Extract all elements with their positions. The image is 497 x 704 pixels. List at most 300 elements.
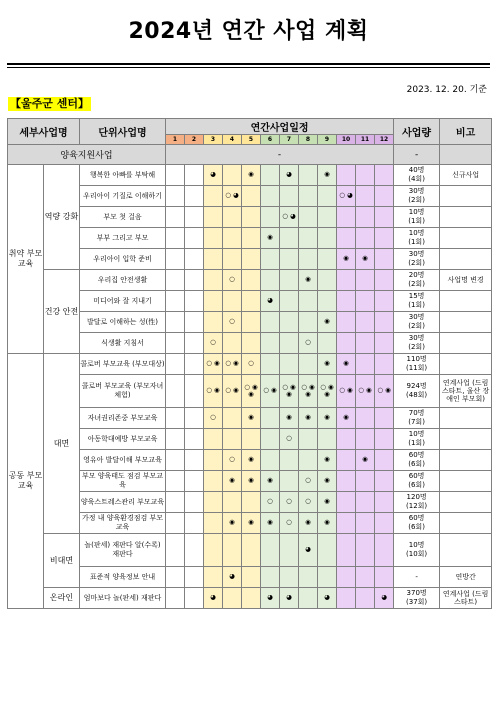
month-mark — [337, 333, 356, 354]
month-mark — [185, 249, 204, 270]
month-mark: ◕ — [299, 534, 318, 567]
month-mark — [242, 249, 261, 270]
month-mark: ◉ — [318, 312, 337, 333]
month-mark — [299, 450, 318, 471]
month-mark: ◕ — [261, 291, 280, 312]
month-mark — [204, 567, 223, 588]
month-mark — [280, 354, 299, 375]
volume-count: 40명 — [408, 166, 425, 174]
month-mark — [261, 534, 280, 567]
note-cell — [440, 333, 492, 354]
volume-times: (6회) — [408, 460, 425, 468]
month-mark: ◕ — [223, 567, 242, 588]
month-mark — [166, 249, 185, 270]
month-mark — [337, 165, 356, 186]
month-mark: ○ ◉ ◉ — [318, 375, 337, 408]
month-mark — [356, 492, 375, 513]
volume-cell — [394, 450, 440, 471]
month-mark: ◉ — [299, 270, 318, 291]
table-row — [8, 450, 492, 471]
month-mark: ◉ — [242, 450, 261, 471]
volume-cell — [394, 429, 440, 450]
note-cell — [440, 513, 492, 534]
month-mark: ○ ◉ — [204, 354, 223, 375]
month-mark: ○ ◉ — [204, 375, 223, 408]
month-mark — [223, 228, 242, 249]
month-mark — [280, 450, 299, 471]
month-mark — [261, 186, 280, 207]
note-cell — [440, 312, 492, 333]
volume-times: (4회) — [408, 175, 425, 183]
month-mark — [299, 186, 318, 207]
month-mark — [185, 291, 204, 312]
volume-cell — [394, 312, 440, 333]
month-mark — [261, 354, 280, 375]
month-mark — [280, 312, 299, 333]
month-mark — [299, 291, 318, 312]
note-cell — [440, 354, 492, 375]
volume-cell — [394, 249, 440, 270]
month-mark — [337, 492, 356, 513]
month-mark — [280, 291, 299, 312]
month-mark — [375, 270, 394, 291]
program-name: 콜로버 부모교육 (부모대상) — [80, 354, 166, 375]
month-mark — [166, 429, 185, 450]
month-mark: ○ — [223, 450, 242, 471]
month-mark — [375, 471, 394, 492]
month-mark — [261, 429, 280, 450]
table-row — [8, 354, 492, 375]
volume-times: (1회) — [408, 301, 425, 309]
table-row — [8, 429, 492, 450]
month-mark — [261, 408, 280, 429]
month-mark: ◉ — [242, 513, 261, 534]
table-row — [8, 249, 492, 270]
volume-count: 20명 — [408, 271, 425, 279]
month-mark — [318, 534, 337, 567]
month-header-1: 1 — [166, 135, 185, 145]
month-mark — [318, 270, 337, 291]
program-name: 우리집 안전생활 — [80, 270, 166, 291]
month-mark — [261, 312, 280, 333]
program-name: 가정 내 양육환경점검 부모교육 — [80, 513, 166, 534]
table-row — [8, 291, 492, 312]
month-mark: ◉ — [356, 450, 375, 471]
month-mark — [356, 291, 375, 312]
month-mark — [356, 186, 375, 207]
table-row — [8, 228, 492, 249]
month-mark — [185, 165, 204, 186]
month-mark — [185, 270, 204, 291]
month-mark — [261, 207, 280, 228]
note-cell — [440, 228, 492, 249]
month-mark: ◉ — [337, 249, 356, 270]
month-mark — [337, 429, 356, 450]
month-mark — [166, 588, 185, 609]
month-mark — [318, 429, 337, 450]
month-mark — [375, 186, 394, 207]
month-mark: ◉ — [318, 492, 337, 513]
month-mark: ○ ◉ — [337, 375, 356, 408]
volume-times: (1회) — [408, 217, 425, 225]
month-mark — [204, 534, 223, 567]
month-mark — [261, 270, 280, 291]
month-mark — [337, 471, 356, 492]
month-mark: ◉ — [337, 354, 356, 375]
volume-cell — [394, 534, 440, 567]
month-mark — [280, 228, 299, 249]
month-mark — [337, 312, 356, 333]
month-mark: ○ ◕ — [280, 207, 299, 228]
month-mark: ○ — [242, 354, 261, 375]
month-mark: ◉ — [242, 165, 261, 186]
group-g1: 취약 부모 교육 — [8, 165, 44, 354]
month-mark — [356, 588, 375, 609]
month-mark — [356, 471, 375, 492]
month-mark: ○ — [223, 270, 242, 291]
month-mark — [356, 354, 375, 375]
month-mark: ○ — [299, 471, 318, 492]
month-mark — [337, 450, 356, 471]
month-mark: ◉ — [223, 513, 242, 534]
reference-date: 2023. 12. 20. 기준 — [406, 85, 487, 95]
month-mark: ◉ — [242, 471, 261, 492]
volume-times: (2회) — [408, 259, 425, 267]
month-mark: ◉ — [261, 513, 280, 534]
month-mark — [223, 165, 242, 186]
month-mark: ◕ — [204, 588, 223, 609]
note-cell: 사업명 변경 — [440, 270, 492, 291]
volume-cell — [394, 588, 440, 609]
month-mark — [223, 492, 242, 513]
month-mark — [356, 513, 375, 534]
month-mark — [185, 567, 204, 588]
volume-times: (6회) — [408, 523, 425, 531]
volume-times: (2회) — [408, 196, 425, 204]
month-mark — [318, 186, 337, 207]
group-g1b: 건강 안전 — [44, 270, 80, 354]
month-mark: ○ — [261, 492, 280, 513]
month-mark — [299, 249, 318, 270]
month-mark — [375, 429, 394, 450]
month-mark — [375, 567, 394, 588]
header-program: 단위사업명 — [80, 119, 166, 145]
table-row — [8, 207, 492, 228]
month-mark — [261, 165, 280, 186]
month-mark — [242, 567, 261, 588]
month-mark — [318, 207, 337, 228]
note-cell: 연방간 — [440, 567, 492, 588]
month-mark — [185, 375, 204, 408]
program-name: 부모 첫 걸음 — [80, 207, 166, 228]
month-mark — [299, 354, 318, 375]
month-mark — [204, 249, 223, 270]
subhead-note — [440, 145, 492, 165]
program-name: 아동학대예방 부모교육 — [80, 429, 166, 450]
month-mark: ◉ — [318, 450, 337, 471]
month-mark — [280, 471, 299, 492]
subhead-schedule: - — [166, 145, 394, 165]
month-mark — [261, 450, 280, 471]
program-name: 우리아이 기질로 이해하기 — [80, 186, 166, 207]
volume-count: 10명 — [408, 229, 425, 237]
volume-count: 30명 — [408, 313, 425, 321]
month-mark — [375, 450, 394, 471]
month-mark — [204, 312, 223, 333]
month-mark — [337, 228, 356, 249]
month-mark — [204, 270, 223, 291]
month-mark: ○ ◉ ◉ — [299, 375, 318, 408]
program-name: 콜로버 부모교육 (부모자녀체험) — [80, 375, 166, 408]
volume-count: 30명 — [408, 334, 425, 342]
month-mark — [337, 588, 356, 609]
volume-times: (48회) — [406, 391, 428, 399]
volume-count: 30명 — [408, 187, 425, 195]
month-mark — [242, 186, 261, 207]
month-mark — [166, 492, 185, 513]
note-cell — [440, 249, 492, 270]
volume-count: 60명 — [408, 514, 425, 522]
month-mark: ○ ◉ — [261, 375, 280, 408]
month-mark — [299, 165, 318, 186]
month-mark — [375, 165, 394, 186]
note-cell — [440, 450, 492, 471]
month-mark — [261, 249, 280, 270]
group-g2: 공동 부모 교육 — [8, 354, 44, 609]
month-mark — [223, 408, 242, 429]
month-mark: ○ ◕ — [337, 186, 356, 207]
volume-times: (2회) — [408, 343, 425, 351]
month-mark — [299, 207, 318, 228]
month-mark — [223, 588, 242, 609]
month-mark — [185, 228, 204, 249]
month-mark — [375, 249, 394, 270]
month-mark: ○ ◉ ◉ — [280, 375, 299, 408]
volume-cell — [394, 567, 440, 588]
month-mark — [166, 567, 185, 588]
group-g2b: 비대면 — [44, 534, 80, 588]
month-header-7: 7 — [280, 135, 299, 145]
volume-count: - — [415, 572, 418, 581]
month-mark — [185, 450, 204, 471]
volume-count: 60명 — [408, 451, 425, 459]
month-mark: ◉ — [318, 165, 337, 186]
volume-times: (2회) — [408, 322, 425, 330]
month-mark — [166, 270, 185, 291]
table-row — [8, 492, 492, 513]
month-mark: ○ — [299, 333, 318, 354]
month-mark — [299, 429, 318, 450]
month-mark — [242, 270, 261, 291]
note-cell — [440, 186, 492, 207]
note-cell — [440, 492, 492, 513]
month-header-8: 8 — [299, 135, 318, 145]
month-mark: ○ — [204, 333, 223, 354]
month-mark: ◉ — [318, 471, 337, 492]
month-mark — [185, 354, 204, 375]
month-mark — [356, 270, 375, 291]
month-mark — [318, 567, 337, 588]
volume-count: 10명 — [408, 541, 425, 549]
note-cell: 연계사업 (드림스타트) — [440, 588, 492, 609]
volume-count: 370명 — [406, 589, 427, 597]
month-mark — [356, 333, 375, 354]
center-label: 【울주군 센터】 — [10, 97, 89, 110]
table-row — [8, 471, 492, 492]
month-mark — [299, 588, 318, 609]
month-mark: ◉ — [337, 408, 356, 429]
header-category: 세부사업명 — [8, 119, 80, 145]
table-row — [8, 588, 492, 609]
month-mark — [185, 408, 204, 429]
volume-count: 10명 — [408, 430, 425, 438]
month-header-12: 12 — [375, 135, 394, 145]
month-mark: ◉ — [242, 408, 261, 429]
month-mark — [299, 312, 318, 333]
month-mark — [185, 333, 204, 354]
month-mark — [166, 450, 185, 471]
month-mark: ◉ — [223, 471, 242, 492]
volume-count: 110명 — [406, 355, 427, 363]
month-mark — [356, 207, 375, 228]
month-mark — [166, 333, 185, 354]
volume-cell — [394, 375, 440, 408]
month-mark — [204, 429, 223, 450]
volume-cell — [394, 333, 440, 354]
volume-cell — [394, 291, 440, 312]
month-mark: ◉ — [261, 228, 280, 249]
table-row — [8, 312, 492, 333]
month-header-5: 5 — [242, 135, 261, 145]
volume-count: 15명 — [408, 292, 425, 300]
month-mark — [185, 429, 204, 450]
month-mark — [242, 492, 261, 513]
month-mark — [166, 534, 185, 567]
month-mark: ○ ◉ — [356, 375, 375, 408]
volume-cell — [394, 228, 440, 249]
volume-times: (6회) — [408, 481, 425, 489]
month-mark: ○ ◉ — [375, 375, 394, 408]
volume-count: 120명 — [406, 493, 427, 501]
month-mark: ◉ — [356, 249, 375, 270]
month-mark: ○ — [280, 429, 299, 450]
program-name: 양육스트레스관리 부모교육 — [80, 492, 166, 513]
table-row — [8, 567, 492, 588]
table-row — [8, 165, 492, 186]
table-row — [8, 408, 492, 429]
month-header-11: 11 — [356, 135, 375, 145]
month-mark — [299, 567, 318, 588]
month-mark — [166, 513, 185, 534]
subhead-volume: - — [394, 145, 440, 165]
month-mark — [280, 270, 299, 291]
month-mark — [337, 534, 356, 567]
month-mark: ◉ — [299, 513, 318, 534]
month-mark — [166, 375, 185, 408]
month-mark — [166, 312, 185, 333]
month-mark — [204, 186, 223, 207]
table-row — [8, 513, 492, 534]
month-mark — [204, 450, 223, 471]
group-g2c: 온라인 — [44, 588, 80, 609]
group-g2a: 대면 — [44, 354, 80, 534]
month-mark — [242, 207, 261, 228]
month-mark: ◉ — [280, 408, 299, 429]
month-mark — [185, 207, 204, 228]
month-mark — [242, 228, 261, 249]
month-mark: ◕ — [261, 588, 280, 609]
month-mark — [242, 534, 261, 567]
month-mark — [337, 513, 356, 534]
month-mark — [185, 492, 204, 513]
month-mark — [356, 534, 375, 567]
volume-cell — [394, 186, 440, 207]
month-mark — [375, 228, 394, 249]
month-mark — [356, 408, 375, 429]
note-cell: 신규사업 — [440, 165, 492, 186]
month-mark — [318, 333, 337, 354]
month-mark — [261, 567, 280, 588]
month-header-4: 4 — [223, 135, 242, 145]
month-mark: ◕ — [318, 588, 337, 609]
month-mark — [261, 333, 280, 354]
month-mark: ◉ — [299, 408, 318, 429]
month-mark — [280, 186, 299, 207]
table-row — [8, 375, 492, 408]
month-header-3: 3 — [204, 135, 223, 145]
volume-count: 30명 — [408, 250, 425, 258]
month-mark — [204, 513, 223, 534]
month-mark — [337, 270, 356, 291]
month-mark — [242, 429, 261, 450]
month-mark — [280, 333, 299, 354]
month-mark — [185, 312, 204, 333]
note-cell — [440, 534, 492, 567]
month-mark: ○ ◉ — [223, 375, 242, 408]
header-note: 비고 — [440, 119, 492, 145]
month-mark — [356, 165, 375, 186]
program-name: 식생활 지침서 — [80, 333, 166, 354]
month-mark — [185, 534, 204, 567]
month-mark — [375, 291, 394, 312]
program-name: 발달로 이해하는 성(性) — [80, 312, 166, 333]
note-cell: 연계사업 (드림스타트, 울산 장애인 부모회) — [440, 375, 492, 408]
month-mark — [375, 207, 394, 228]
volume-times: (37회) — [406, 598, 428, 606]
volume-cell — [394, 492, 440, 513]
month-mark: ◉ — [318, 408, 337, 429]
program-name: 행복한 아빠를 부탁해 — [80, 165, 166, 186]
volume-count: 10명 — [408, 208, 425, 216]
month-mark — [375, 312, 394, 333]
month-mark — [185, 471, 204, 492]
month-mark — [242, 333, 261, 354]
month-mark — [204, 492, 223, 513]
program-name: 부부 그리고 부모 — [80, 228, 166, 249]
month-mark: ◕ — [280, 588, 299, 609]
volume-count: 60명 — [408, 472, 425, 480]
program-name: 자녀권리존중 부모교육 — [80, 408, 166, 429]
volume-times: (1회) — [408, 439, 425, 447]
month-mark — [356, 312, 375, 333]
month-mark — [223, 291, 242, 312]
page-title: 2024년 연간 사업 계획 — [128, 19, 369, 44]
note-cell — [440, 207, 492, 228]
month-mark: ○ — [204, 408, 223, 429]
volume-count: 924명 — [406, 382, 427, 390]
volume-cell — [394, 207, 440, 228]
month-mark — [166, 228, 185, 249]
